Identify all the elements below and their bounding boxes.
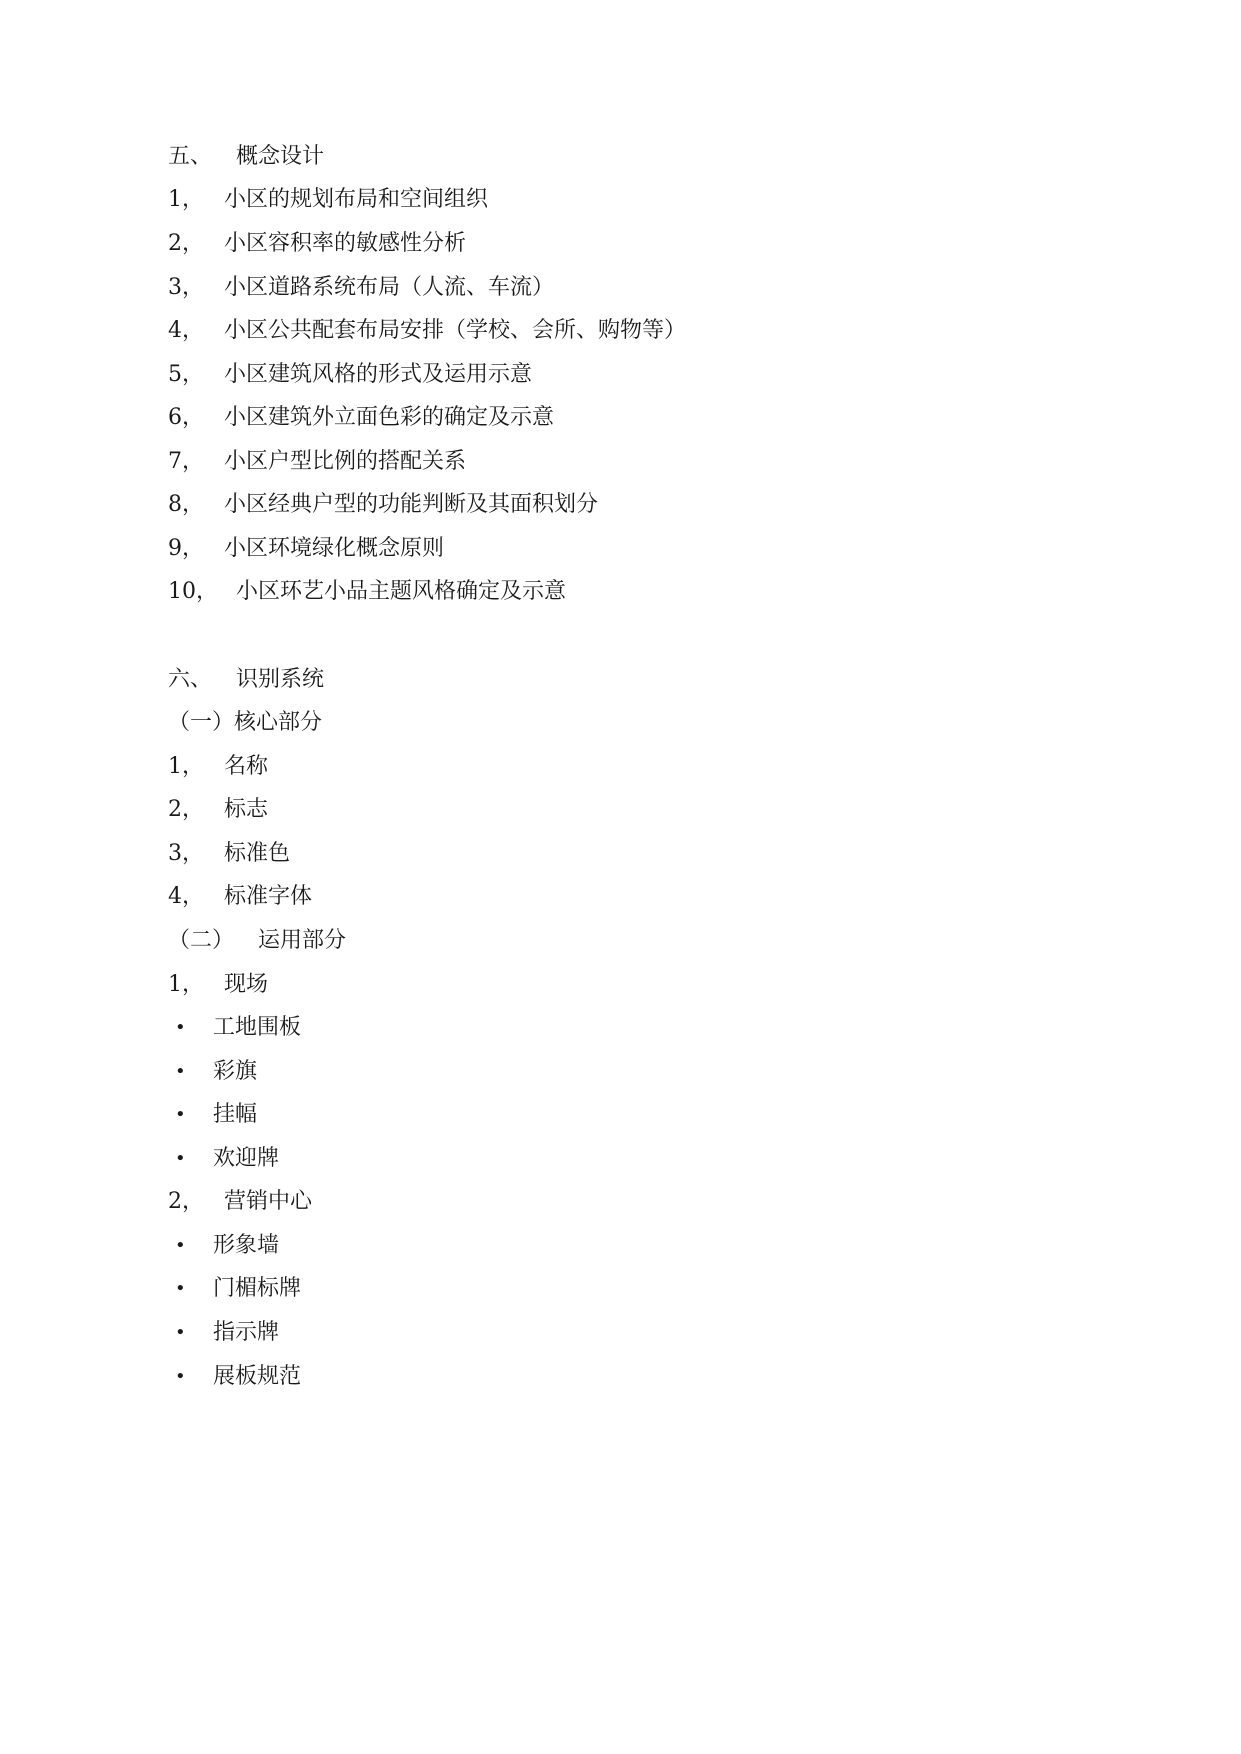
item-number: 1， xyxy=(168,972,204,997)
item-text: 标准色 xyxy=(224,841,291,866)
bullet-icon: • xyxy=(175,1366,186,1387)
bullet-text: 指示牌 xyxy=(213,1320,280,1345)
bullet-text: 挂幅 xyxy=(213,1102,258,1127)
item-text: 小区户型比例的搭配关系 xyxy=(224,449,467,474)
item-text: 名称 xyxy=(224,754,269,779)
item-text: 标志 xyxy=(224,797,269,822)
item-number: 9， xyxy=(168,536,204,561)
section-title: 概念设计 xyxy=(236,144,325,169)
bullet-icon: • xyxy=(175,1148,186,1169)
subsection-title: （一）核心部分 xyxy=(168,710,323,735)
item-number: 1， xyxy=(168,187,204,212)
item-number: 10， xyxy=(168,579,218,604)
bullet-icon: • xyxy=(175,1104,186,1125)
item-number: 3， xyxy=(168,275,204,300)
section-title: 识别系统 xyxy=(236,667,325,692)
bullet-text: 展板规范 xyxy=(213,1364,302,1389)
item-number: 4， xyxy=(168,318,204,343)
item-number: 2， xyxy=(168,1189,204,1214)
item-text: 小区道路系统布局（人流、车流） xyxy=(224,275,555,300)
bullet-text: 门楣标牌 xyxy=(213,1276,302,1301)
item-text: 小区的规划布局和空间组织 xyxy=(224,187,489,212)
subsection-title: 运用部分 xyxy=(258,928,347,953)
bullet-icon: • xyxy=(175,1061,186,1082)
item-text: 小区建筑风格的形式及运用示意 xyxy=(224,362,533,387)
item-number: 6， xyxy=(168,405,204,430)
bullet-text: 工地围板 xyxy=(213,1015,302,1040)
item-number: 7， xyxy=(168,449,204,474)
item-number: 3， xyxy=(168,841,204,866)
bullet-text: 彩旗 xyxy=(213,1059,258,1084)
item-text: 小区建筑外立面色彩的确定及示意 xyxy=(224,405,555,430)
item-text: 标准字体 xyxy=(224,884,313,909)
subsection-number: （二） xyxy=(168,928,235,953)
section-number: 五、 xyxy=(168,144,213,169)
item-text: 小区环艺小品主题风格确定及示意 xyxy=(236,579,567,604)
bullet-text: 形象墙 xyxy=(213,1233,280,1258)
item-number: 1， xyxy=(168,754,204,779)
bullet-icon: • xyxy=(175,1235,186,1256)
bullet-icon: • xyxy=(175,1322,186,1343)
item-number: 8， xyxy=(168,492,204,517)
item-text: 营销中心 xyxy=(224,1189,313,1214)
item-number: 5， xyxy=(168,362,204,387)
section-number: 六、 xyxy=(168,667,213,692)
bullet-icon: • xyxy=(175,1278,186,1299)
item-number: 2， xyxy=(168,797,204,822)
item-text: 小区公共配套布局安排（学校、会所、购物等） xyxy=(224,318,687,343)
bullet-icon: • xyxy=(175,1017,186,1038)
item-text: 小区容积率的敏感性分析 xyxy=(224,231,467,256)
item-text: 现场 xyxy=(224,972,269,997)
item-number: 4， xyxy=(168,884,204,909)
item-number: 2， xyxy=(168,231,204,256)
bullet-text: 欢迎牌 xyxy=(213,1146,280,1171)
item-text: 小区经典户型的功能判断及其面积划分 xyxy=(224,492,599,517)
item-text: 小区环境绿化概念原则 xyxy=(224,536,445,561)
